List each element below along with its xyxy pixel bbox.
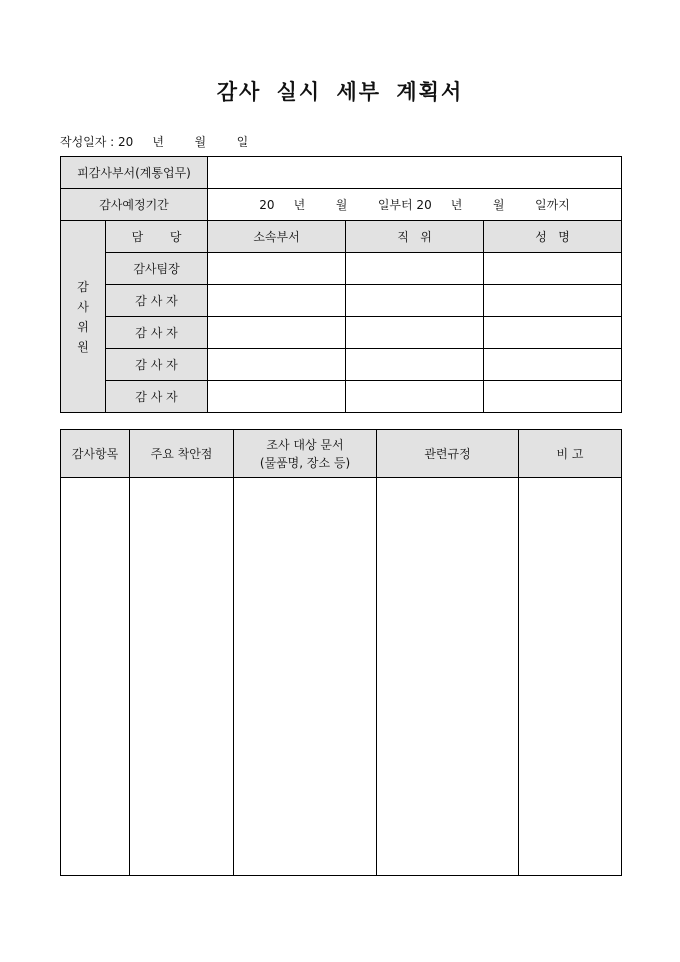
role-cell: 감 사 자	[106, 285, 208, 317]
remarks-header: 비 고	[519, 430, 622, 478]
dept-label: 피감사부서(계통업무)	[61, 157, 208, 189]
focus-header: 주요 착안점	[130, 430, 234, 478]
position-cell[interactable]	[346, 381, 484, 413]
team-row	[61, 253, 622, 285]
rules-header: 관련규정	[377, 430, 519, 478]
team-info-table	[60, 156, 622, 413]
role-cell: 감사팀장	[106, 253, 208, 285]
team-row	[61, 317, 622, 349]
item-header: 감사항목	[61, 430, 130, 478]
position-cell[interactable]	[346, 285, 484, 317]
item-cell[interactable]	[61, 478, 130, 876]
team-row	[61, 349, 622, 381]
department-cell[interactable]	[208, 317, 346, 349]
dept-field[interactable]	[208, 157, 622, 189]
audit-plan-table	[60, 429, 622, 876]
position-cell[interactable]	[346, 253, 484, 285]
name-cell[interactable]	[484, 381, 622, 413]
docs-cell[interactable]	[234, 478, 377, 876]
role-cell: 감 사 자	[106, 349, 208, 381]
audit-team-label: 감 사 위 원	[61, 221, 106, 413]
role-header: 담 당	[106, 221, 208, 253]
position-header: 직 위	[346, 221, 484, 253]
position-cell[interactable]	[346, 349, 484, 381]
focus-cell[interactable]	[130, 478, 234, 876]
department-cell[interactable]	[208, 253, 346, 285]
period-label: 감사예정기간	[61, 189, 208, 221]
department-cell[interactable]	[208, 349, 346, 381]
name-cell[interactable]	[484, 317, 622, 349]
name-cell[interactable]	[484, 285, 622, 317]
department-header: 소속부서	[208, 221, 346, 253]
docs-header: 조사 대상 문서 (물품명, 장소 등)	[234, 430, 377, 478]
name-cell[interactable]	[484, 253, 622, 285]
rules-cell[interactable]	[377, 478, 519, 876]
role-cell: 감 사 자	[106, 317, 208, 349]
plan-body-row	[61, 478, 622, 876]
page-title: 감사 실시 세부 계획서	[216, 79, 464, 104]
name-header: 성 명	[484, 221, 622, 253]
department-cell[interactable]	[208, 381, 346, 413]
role-cell: 감 사 자	[106, 381, 208, 413]
name-cell[interactable]	[484, 349, 622, 381]
department-cell[interactable]	[208, 285, 346, 317]
team-row	[61, 285, 622, 317]
date-line: 작성일자 : 20 년 월 일	[60, 135, 249, 149]
period-field[interactable]: 20 년 월 일부터 20 년 월 일까지	[208, 189, 622, 221]
remarks-cell[interactable]	[519, 478, 622, 876]
position-cell[interactable]	[346, 317, 484, 349]
team-row	[61, 381, 622, 413]
